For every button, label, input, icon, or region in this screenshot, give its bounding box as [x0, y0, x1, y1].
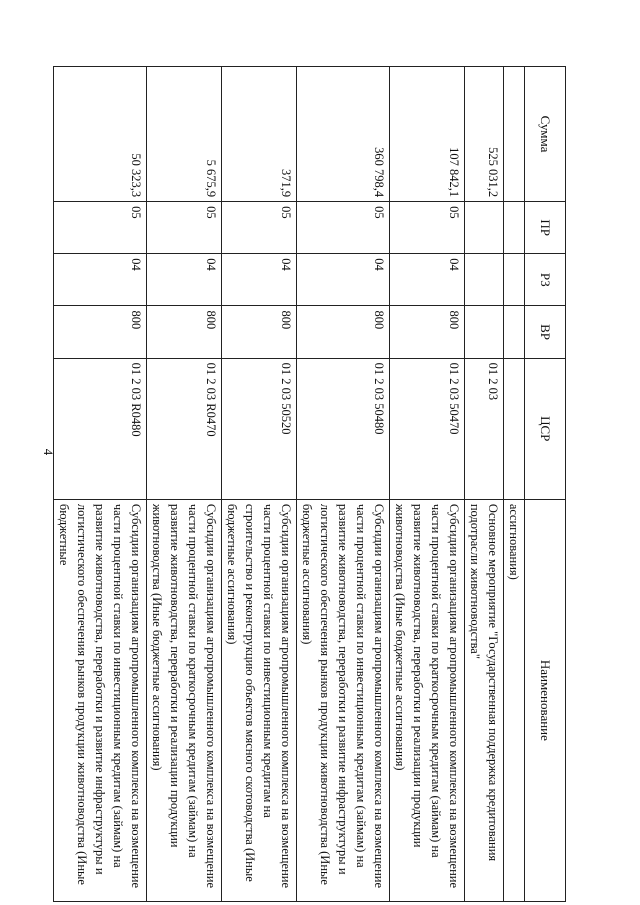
budget-table: [53, 66, 566, 902]
cell-vr: [504, 306, 525, 358]
cell-csr: [504, 358, 525, 499]
cell-vr: 800: [222, 306, 297, 358]
budget-table-container: [57, 66, 566, 902]
cell-pr: 05: [147, 202, 222, 254]
cell-pr: 05: [222, 202, 297, 254]
cell-rz: 04: [297, 254, 390, 306]
cell-pr: [465, 202, 504, 254]
cell-name: Субсидии организациям агропромышленного комплекса на возмещение части процентной ставки по инвестиционным кредитам (займам) на развитие животноводства, переработки и развитие инфраструктуры и логистического обеспечения рынков продукции животноводства (Иные бюджетные ассигнования): [297, 499, 390, 901]
header-vr: ВР: [525, 306, 566, 358]
cell-pr: 05: [297, 202, 390, 254]
cell-name: Основное мероприятие "Государственная поддержка кредитования подотрасли животноводства": [465, 499, 504, 901]
cell-sum: 5 675,9: [147, 67, 222, 202]
cell-rz: [465, 254, 504, 306]
cell-rz: [504, 254, 525, 306]
cell-csr: 01 2 03 50470: [390, 358, 465, 499]
header-name: Наименование: [525, 499, 566, 901]
table-row: [297, 67, 390, 902]
cell-vr: 800: [390, 306, 465, 358]
cell-sum: 360 798,4: [297, 67, 390, 202]
cell-pr: 05: [54, 202, 147, 254]
table-row: [147, 67, 222, 902]
table-row: [222, 67, 297, 902]
cell-rz: 04: [390, 254, 465, 306]
cell-pr: 05: [390, 202, 465, 254]
cell-csr: 01 2 03 R0470: [147, 358, 222, 499]
cell-csr: 01 2 03 50520: [222, 358, 297, 499]
cell-rz: 04: [54, 254, 147, 306]
cell-name: Субсидии организациям агропромышленного комплекса на возмещение части процентной ставки по краткосрочным кредитам (займам) на развитие животноводства, переработки и реализации продукции животноводства (Иные бюджетные ассигнования): [390, 499, 465, 901]
table-row: [390, 67, 465, 902]
table-header-row: [525, 67, 566, 902]
cell-csr: 01 2 03 50480: [297, 358, 390, 499]
cell-csr: 01 2 03 R0480: [54, 358, 147, 499]
cell-vr: 800: [54, 306, 147, 358]
table-row: [54, 67, 147, 902]
cell-rz: 04: [147, 254, 222, 306]
cell-vr: 800: [297, 306, 390, 358]
cell-sum: 50 323,3: [54, 67, 147, 202]
cell-name: Субсидии организациям агропромышленного комплекса на возмещение части процентной ставки по краткосрочным кредитам (займам) на развитие животноводства, переработки и реализации продукции животноводства (Иные бюджетные ассигнования): [147, 499, 222, 901]
rotated-page: [57, 66, 566, 902]
header-pr: ПР: [525, 202, 566, 254]
cell-sum: 371,9: [222, 67, 297, 202]
table-row: [465, 67, 504, 902]
cell-name: Субсидии организациям агропромышленного комплекса на возмещение части процентной ставки по инвестиционным кредитам на строительство и реконструкцию объектов мясного скотоводства (Иные бюджетные ассигнования): [222, 499, 297, 901]
cell-sum: 525 031,2: [465, 67, 504, 202]
cell-sum: 107 842,1: [390, 67, 465, 202]
header-csr: ЦСР: [525, 358, 566, 499]
cell-name: Субсидии организациям агропромышленного комплекса на возмещение части процентной ставки по инвестиционным кредитам (займам) на развитие животноводства, переработки и развитие инфраструктуры и логистического обеспечения рынков продукции животноводства (Иные бюджетные: [54, 499, 147, 901]
cell-name: ассигнования): [504, 499, 525, 901]
table-row: [504, 67, 525, 902]
cell-sum: [504, 67, 525, 202]
cell-csr: 01 2 03: [465, 358, 504, 499]
cell-vr: [465, 306, 504, 358]
header-rz: РЗ: [525, 254, 566, 306]
page-number: 4: [41, 448, 56, 456]
cell-vr: 800: [147, 306, 222, 358]
header-sum: Сумма: [525, 67, 566, 202]
cell-pr: [504, 202, 525, 254]
cell-rz: 04: [222, 254, 297, 306]
